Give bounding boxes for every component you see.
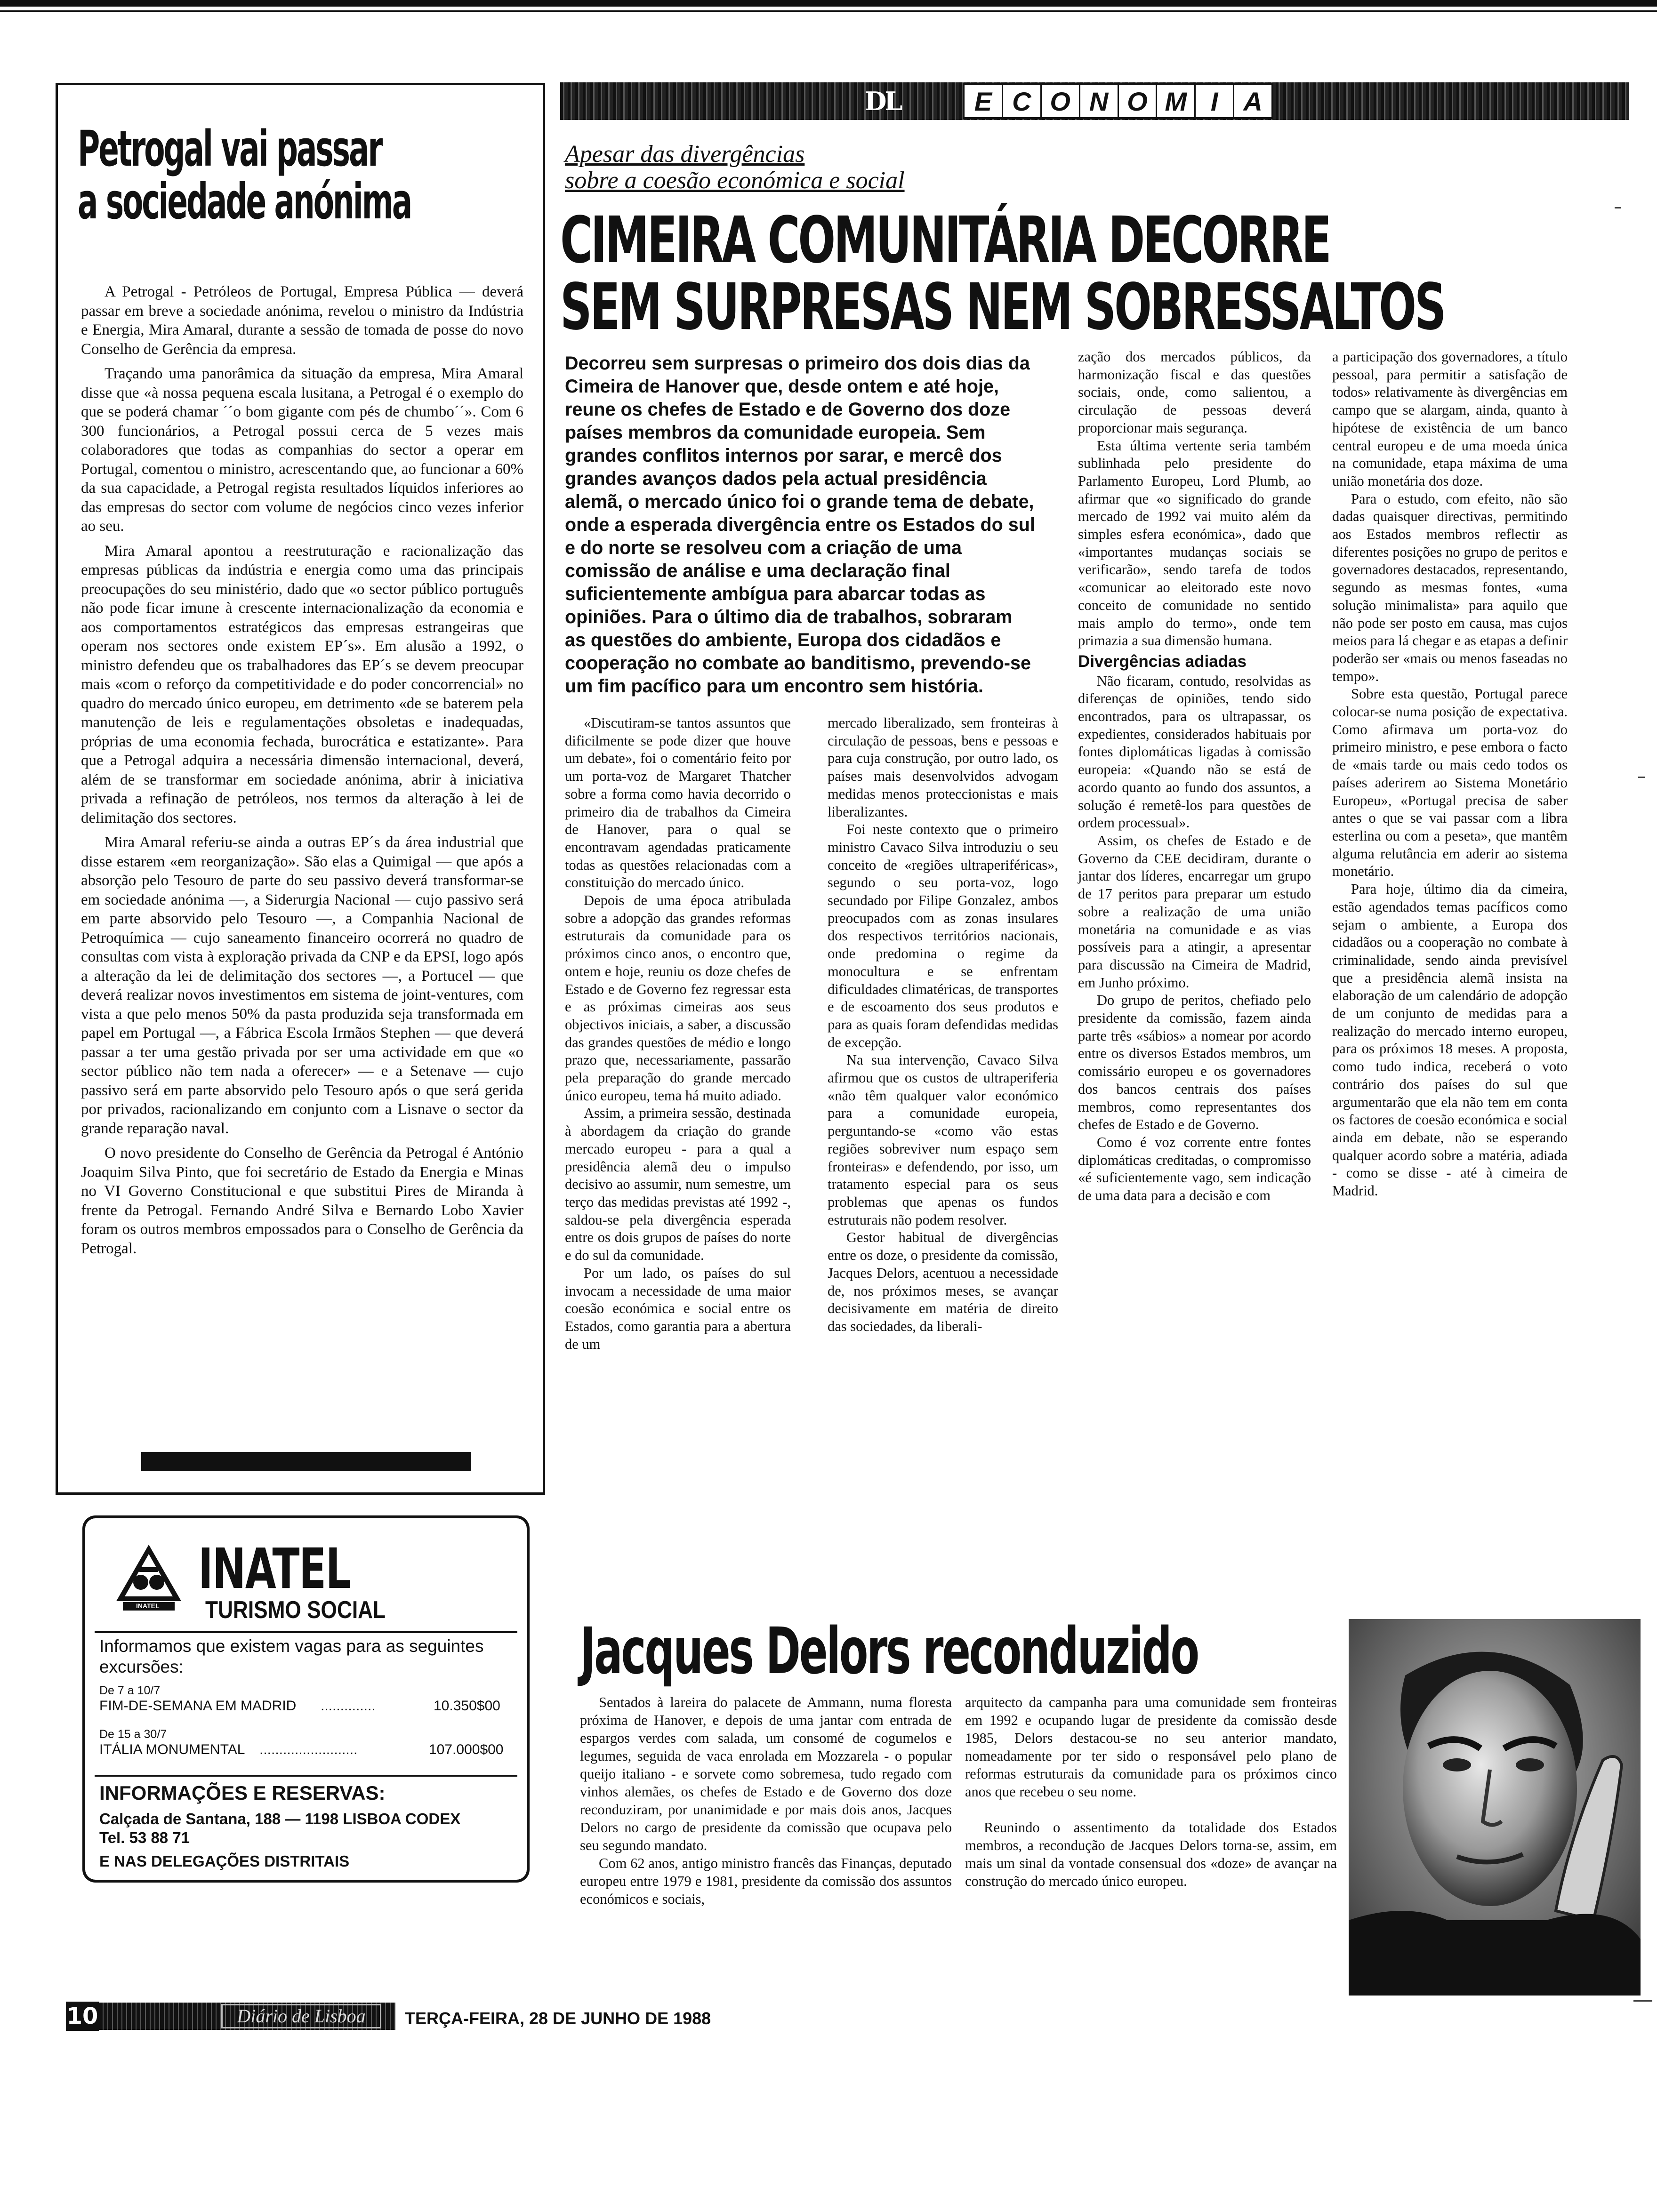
paragraph: Traçando uma panorâmica da situação da empresa, Mira Amaral disse que «à nossa pequena escala lusitana, a Petrogal é o exemplo do que se poderá chamar ´´o bom gigante com pés de chumbo´´». Com 6 300 funcionários, a Petrogal possui cerca de 5 vezes mais colaboradores que todas as companhias do sector a operar em Portugal, comentou o ministro, acrescentando que, ao funcionar a 60% da sua capacidade, a Petrogal regista resultados líquidos inferiores ao das empresas do sector com volume de negócios cinco vezes inferior ao seu. (81, 365, 523, 535)
delors-column-1 (580, 1693, 952, 1908)
paragraph: zação dos mercados públicos, da harmonização fiscal e das questões sociais, onde, como salientou, a circulação de pessoas deverá proporcionar mais segurança. (1078, 349, 1311, 436)
section-letter: E (965, 85, 1003, 117)
delors-headline: Jacques Delors reconduzido (580, 1614, 1198, 1689)
paragraph: O novo presidente do Conselho de Gerência da Petrogal é António Joaquim Silva Pinto, que foi secretário de Estado da Energia e Minas no VI Governo Constitucional e que substitui Pires de Miranda à frente da Petrogal. Fernando André Silva e Bernardo Lobo Xavier foram os outros membros empossados para o Conselho de Gerência da Petrogal. (81, 1145, 523, 1257)
paragraph: Sentados à lareira do palacete de Ammann, numa floresta próxima de Hanover, e depois de uma jantar com entrada de espargos verdes com salada, um consomé de cogumelos e legumes, seguida de vaca enrolada em Mozzarela - o popular queijo italiano - e sorvete como sobremesa, tudo regado com vinhos alemães, os chefes de Estado e de Governo dos doze reconduziram, por unanimidade e por mais dois anos, Jacques Delors no cargo de presidente da comissão que ocupava pelo seu segundo mandato. (580, 1694, 952, 1853)
paragraph: Sobre esta questão, Portugal parece colocar-se numa posição de expectativa. Como afirmava um porta-voz do primeiro ministro, e pese embora o facto de «mais tarde ou mais cedo todos os países aderirem ao Sistema Monetário Europeu», «Portugal precisa de saber antes o que se vai passar com a libra esterlina ou com a peseta», que mantêm alguma relutância em aderir ao sistema monetário. (1332, 686, 1568, 880)
petrogal-headline-line-1: Petrogal vai passar (78, 120, 382, 177)
main-column-3 (1078, 348, 1311, 1205)
trip-leader-dots: .............. (321, 1698, 376, 1714)
paragraph: Mira Amaral apontou a reestruturação e racionalização das empresas públicas da indústria e energia como uma das principais preocupações do seu ministério, dado que «o sector público português não pode ficar imune à crescente internacionalização da economia e aos comportamentos estratégicos das empresas estrangeiras que operam nos sectores onde existem EP´s». Em alusão a 1992, o ministro defendeu que os trabalhadores das EP´s se devem preocupar mais «com o reforço da competitividade e do poder concorrencial» no quadro do mercado único europeu, em detrimento «de se baterem pela manutenção de leis e regulamentações obsoletas e inadequadas, próprias de uma economia fechada, burocrática e estatizante». Para que a Petrogal adquira a necessária dimensão internacional, deverá, além de se transformar em sociedade anónima, abrir à iniciativa privada a refinação de petróleos, nos termos da alteração à lei de delimitação dos sectores. (81, 542, 523, 826)
paragraph: arquitecto da campanha para uma comunidade sem fronteiras em 1992 e ocupando lugar de presidente da comissão desde 1985, Delors destacou-se no seu anterior mandato, nomeadamente por ter sido o responsável pelo plano de reformas estruturais da comunidade para os próximos cinco anos que recebeu o seu nome. (965, 1694, 1337, 1800)
paragraph: Esta última vertente seria também sublinhada pelo presidente do Parlamento Europeu, Lord Plumb, ao afirmar que «o significado do grande mercado de 1992 vai muito além da simples esfera económica», dado que «importantes mudanças sociais se verificarão», sendo tarefa de todos «comunicar ao eleitorado este novo conceito de comunidade no sentido mais amplo do termo», onde tem primazia a sua dimensão humana. (1078, 437, 1311, 649)
paragraph: Com 62 anos, antigo ministro francês das Finanças, deputado europeu entre 1979 e 1981, presidente da comissão dos assuntos económicos e sociais, (580, 1855, 952, 1907)
inatel-intro-text: Informamos que existem vagas para as seguintes excursões: (99, 1636, 484, 1676)
inatel-logo-caption: INATEL (136, 1602, 160, 1610)
delors-column-2 (965, 1693, 1337, 1890)
paragraph: Gestor habitual de divergências entre os doze, o presidente da comissão, Jacques Delors, acentuou a necessidade de, nos próximos meses, se avançar decisivamente em matéria de direito das sociedades, da liberali- (828, 1229, 1058, 1334)
paragraph: Para hoje, último dia da cimeira, estão agendados temas pacíficos como sejam o ambiente, a Europa dos cidadãos ou a cooperação no combate à criminalidade, sendo ainda previsível que a presidência alemã insista na elaboração de um calendário de adopção de um conjunto de medidas para a realização do mercado interno europeu, para os próximos 18 meses. A proposta, como tudo indica, receberá o voto contrário dos países do sul que argumentarão que ela não tem em conta os factores de coesão económica e social ainda em debate, não se esperando qualquer acordo sobre a matéria, adiada - como se disse - até à cimeira de Madrid. (1332, 881, 1568, 1199)
article-end-bar (141, 1452, 471, 1471)
petrogal-headline-line-2: a sociedade anónima (78, 173, 411, 231)
top-rule-thin (0, 10, 1657, 12)
inatel-delegations: E NAS DELEGAÇÕES DISTRITAIS (99, 1852, 350, 1870)
main-lead: Decorreu sem surpresas o primeiro dos dois dias da Cimeira de Hanover que, desde ontem e até hoje, reune os chefes de Estado e de Governo dos doze países membros da comunidade europeia. Sem grandes conflitos internos por sarar, e mercê dos grandes avanços dados pela actual presidência alemã, o mercado único foi o grande tema de debate, onde a esperada divergência entre os Estados do sul e do norte se resolveu com a criação de uma comissão de análise e uma declaração final suficientemente ambígua para abarcar todas as opiniões. Para o último dia de trabalhos, sobraram as questões do ambiente, Europa dos cidadãos e cooperação no combate ao banditismo, prevendo-se um fim pacífico para um encontro sem história. (565, 353, 1035, 697)
newspaper-name: Diário de Lisboa (221, 2004, 381, 2028)
paragraph: Depois de uma época atribulada sobre a adopção das grandes reformas estruturais da comunidade para os próximos cinco anos, o encontro que, ontem e hoje, reuniu os doze chefes de Estado e de Governo fez regressar esta e as próximas cimeiras aos seus objectivos iniciais, a saber, a discussão das grandes questões de médio e longo prazo que, necessariamente, passarão pela preparação do grande mercado único europeu, tema há muito adiado. (565, 892, 791, 1104)
paragraph: «Discutiram-se tantos assuntos que dificilmente se pode dizer que houve um debate», foi o comentário feito por um porta-voz de Margaret Thatcher sobre a forma como havia decorrido o primeiro dia de trabalhos da Cimeira de Hanover, para o qual se encontravam agendadas praticamente todas as questões relacionadas com a constituição do mercado único. (565, 715, 791, 891)
margin-tick (1633, 2000, 1652, 2002)
paragraph: Para o estudo, com efeito, não são dadas quaisquer directivas, permitindo aos Estados membros reflectir as diferentes posições no grupo de peritos e governadores destacados, representando, segundo as mesmas fontes, «uma solução minimalista» para aquilo que não pode ser posto em causa, mas cujos meios para lá chegar e as etapas a definir poderão ser «mais ou menos faseadas no tempo». (1332, 490, 1568, 684)
trip-dates: De 15 a 30/7 (99, 1728, 167, 1741)
paragraph: a participação dos governadores, a título pessoal, para permitir a satisfação de todos» relativamente às divergências em campo que se alargam, ainda, quanto à hipótese de existência de um banco central europeu e de uma moeda única na comunidade, etapa máxima de uma união monetária dos doze. (1332, 349, 1568, 489)
divider (95, 1631, 517, 1633)
section-letter: O (1042, 85, 1080, 117)
inatel-info-title: INFORMAÇÕES E RESERVAS: (99, 1782, 386, 1804)
inatel-address: Calçada de Santana, 188 — 1198 LISBOA CODEX (99, 1810, 461, 1827)
inatel-advertisement (82, 1515, 530, 1883)
trip-price: 107.000$00 (429, 1742, 504, 1757)
trip-price: 10.350$00 (434, 1698, 500, 1714)
margin-tick (1638, 777, 1645, 778)
jacques-delors-photo (1349, 1619, 1641, 1996)
paragraph: Como é voz corrente entre fontes diplomáticas creditadas, o compromisso «é suficientemente vago, sem indicação de uma data para a decisão e com (1078, 1134, 1311, 1204)
paragraph: Mira Amaral referiu-se ainda a outras EP´s da área industrial que disse estarem «em reorganização». São elas a Quimigal — que após a absorção pelo Tesouro de parte do seu passivo deverá transformar-se em sociedade anónima —, a Siderurgia Nacional — cujo passivo será em parte absorvido pelo Tesouro —, a Companhia Nacional de Petroquímica — cujo saneamento financeiro ocorrerá no quadro de consultas com vista à exploração privada da CNP e da EPSI, logo após a alteração da lei de delimitação dos sectores —, a Portucel — que deverá realizar novos investimentos em sistema de joint-ventures, com vista a que pelo menos 50% da pasta produzida seja transformada em papel em Portugal —, a Fábrica Escola Irmãos Stephen — que deverá passar a ter uma gestão privada por ser uma actividade em que «o sector público não tem nada a oferecer» — e a Setenave — cujo passivo será em parte absorvido pelo Tesouro após o que será gerida por privados, racionalizando em conjunto com a Lisnave o sector da grande reparação naval. (81, 834, 523, 1137)
paragraph: Assim, a primeira sessão, destinada à abordagem da criação do grande mercado europeu - para a qual a presidência alemã deu o impulso decisivo ao assumir, num semestre, um terço das medidas previstas até 1992 -, saldou-se pela divergência esperada entre os dois grupos de países do norte e do sul da comunidade. (565, 1105, 791, 1264)
inatel-title: INATEL (198, 1536, 351, 1601)
paragraph: mercado liberalizado, sem fronteiras à circulação de pessoas, bens e pessoas e para cuja construção, por outro lado, os países mais desenvolvidos advogam medidas menos proteccionistas e mais liberalizantes. (828, 715, 1058, 820)
section-letter: N (1080, 85, 1119, 117)
margin-tick (1615, 207, 1621, 208)
paragraph: A Petrogal - Petróleos de Portugal, Empresa Pública — deverá passar em breve a sociedade anónima, revelou o ministro da Indústria e Energia, Mira Amaral, durante a sessão de tomada de posse do novo Conselho de Gerência da empresa. (81, 283, 523, 358)
trip-leader-dots: ......................... (259, 1742, 358, 1757)
divider (95, 1775, 517, 1777)
paragraph: Reunindo o assentimento da totalidade dos Estados membros, a recondução de Jacques Delors torna-se, assim, em mais um sinal da vontade consensual dos «doze» de avançar na construção do mercado único europeu. (965, 1819, 1337, 1889)
trip-dates: De 7 a 10/7 (99, 1684, 161, 1697)
issue-date: TERÇA-FEIRA, 28 DE JUNHO DE 1988 (405, 2009, 711, 2028)
top-rule (0, 0, 1657, 7)
main-kicker (565, 141, 905, 194)
paragraph: Do grupo de peritos, chefiado pelo presidente da comissão, fazem ainda parte três «sábios» a nomear por acordo entre os diversos Estados membros, um comissário europeu e os governadores dos bancos centrais dos países membros, como representantes dos chefes de Estado e de Governo. (1078, 992, 1311, 1133)
main-column-2 (828, 714, 1058, 1336)
section-letter: O (1119, 85, 1158, 117)
section-letter: C (1003, 85, 1042, 117)
inatel-phone: Tel. 53 88 71 (99, 1829, 190, 1846)
section-title-economia (963, 83, 1273, 119)
main-column-1 (565, 714, 791, 1353)
page-number: 10 (66, 2002, 99, 2031)
main-headline (560, 203, 1445, 345)
petrogal-article-body (81, 282, 523, 1264)
inatel-logo-icon (113, 1542, 184, 1612)
main-column-4 (1332, 348, 1568, 1200)
subhead: Divergências adiadas (1078, 652, 1247, 671)
section-letter: M (1157, 85, 1196, 117)
paragraph: Por um lado, os países do sul invocam a necessidade de uma maior coesão económica e social entre os Estados, como garantia para a abertura de um (565, 1265, 791, 1352)
inatel-subtitle: TURISMO SOCIAL (205, 1596, 386, 1624)
paragraph: Assim, os chefes de Estado e de Governo da CEE decidiram, durante o jantar dos líderes, encarregar um grupo de 17 peritos para preparar um estudo sobre a realização de uma união monetária na comunidade e as vias possíveis para a atingir, a apresentar para discussão na Cimeira de Madrid, em Junho próximo. (1078, 832, 1311, 991)
section-letter: I (1196, 85, 1234, 117)
trip-name: ITÁLIA MONUMENTAL (99, 1742, 245, 1757)
section-letter: A (1243, 87, 1263, 116)
trip-name: FIM-DE-SEMANA EM MADRID (99, 1698, 297, 1714)
petrogal-headline (78, 120, 411, 231)
kicker-line-2: sobre a coesão económica e social (565, 167, 905, 194)
paragraph: Não ficaram, contudo, resolvidas as diferenças de opiniões, tendo sido encontrados, para os ultrapassar, os expedientes, considerados habituais por fontes diplomáticas ligadas à comissão europeia: «Quando não se está de acordo quanto ao fundo dos assuntos, a solução é remetê-los para questões de ordem processual». (1078, 673, 1311, 831)
main-headline-line-1: CIMEIRA COMUNITÁRIA DECORRE (560, 203, 1330, 278)
kicker-line-1: Apesar das divergências (565, 141, 805, 168)
main-headline-line-2: SEM SURPRESAS NEM SOBRESSALTOS (560, 270, 1445, 345)
dl-masthead-logo: DL (864, 86, 901, 116)
paragraph: Na sua intervenção, Cavaco Silva afirmou que os custos de ultraperiferia «não têm qualquer valor económico para a comunidade europeia, perguntando-se «como vão estas regiões sobreviver num espaço sem fronteiras» e defendendo, por isso, um tratamento especial para os seus problemas que apenas os fundos estruturais não podem resolver. (828, 1052, 1058, 1228)
paragraph: Foi neste contexto que o primeiro ministro Cavaco Silva introduziu o seu conceito de «regiões ultraperiféricas», segundo o seu porta-voz, logo secundado por Filipe Gonzalez, ambos preocupados com as zonas insulares dos respectivos territórios nacionais, onde predomina o regime da monocultura e se enfrentam dificuldades climatéricas, de transportes e de escoamento dos seus produtos e para as quais foram defendidas medidas de excepção. (828, 821, 1058, 1050)
